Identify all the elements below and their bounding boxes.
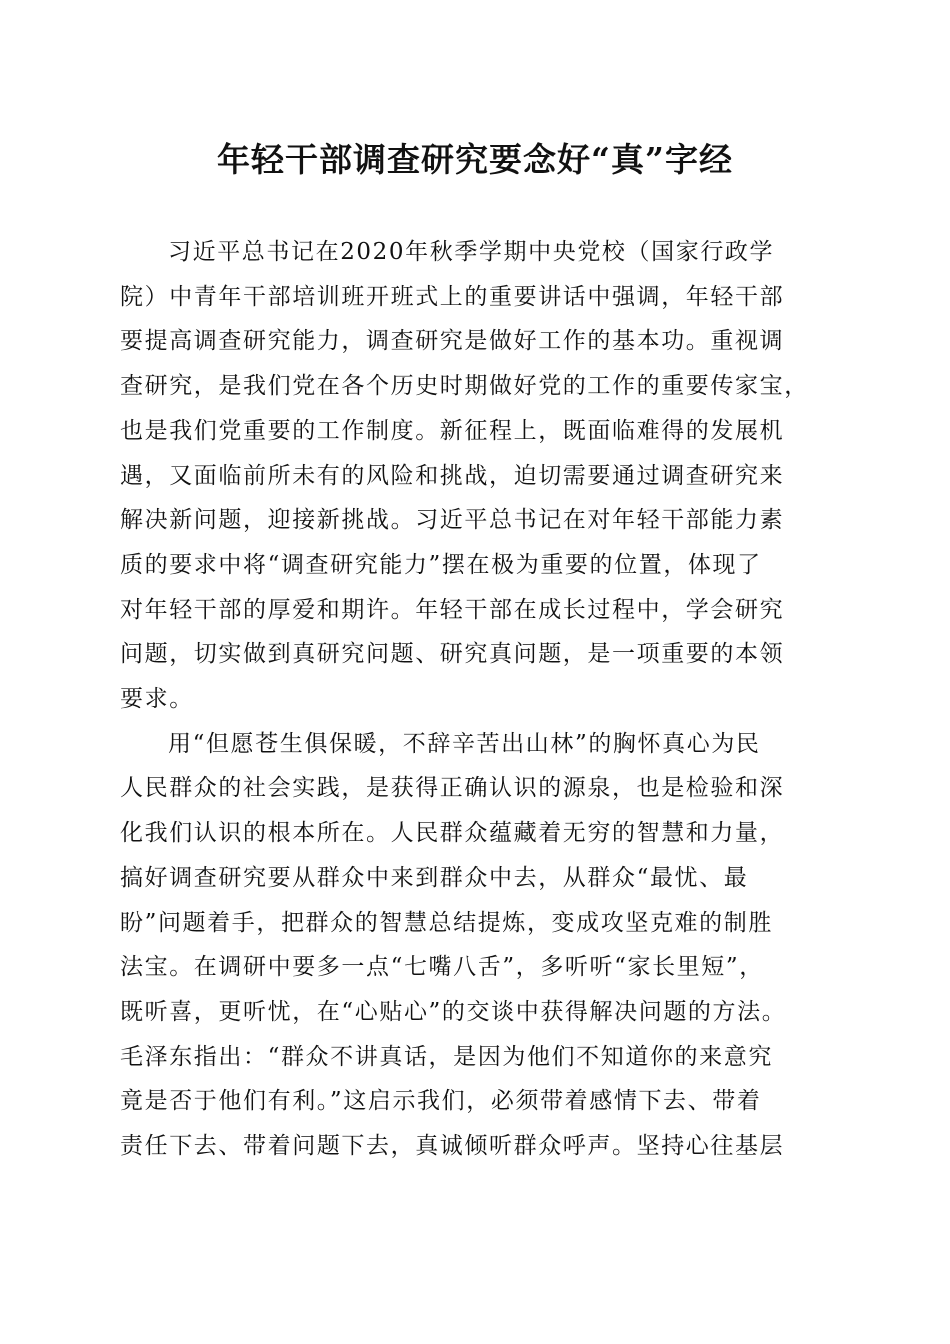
paragraph-line: 盼”问题着手，把群众的智慧总结提炼，变成攻坚克难的制胜 — [120, 909, 773, 936]
paragraph-line: 院）中青年干部培训班开班式上的重要讲话中强调，年轻干部 — [120, 283, 785, 310]
paragraph-line: 问题，切实做到真研究问题、研究真问题，是一项重要的本领 — [120, 641, 785, 668]
paragraph-line: 竟是否于他们有利。”这启示我们，必须带着感情下去、带着 — [120, 1088, 762, 1115]
paragraph-line: 要提高调查研究能力，调查研究是做好工作的基本功。重视调 — [120, 328, 785, 355]
paragraph-line: 质的要求中将“调查研究能力”摆在极为重要的位置，体现了 — [120, 551, 762, 578]
document-title: 年轻干部调查研究要念好“真”字经 — [217, 140, 733, 179]
paragraph-line: 用“但愿苍生俱保暖，不辞辛苦出山林”的胸怀真心为民 — [168, 730, 761, 757]
paragraph-line: 责任下去、带着问题下去，真诚倾听群众呼声。坚持心往基层 — [120, 1133, 785, 1160]
paragraph-line: 法宝。在调研中要多一点“七嘴八舌”，多听听“家长里短”， — [120, 954, 764, 981]
paragraph-line: 毛泽东指出：“群众不讲真话，是因为他们不知道你的来意究 — [120, 1043, 773, 1070]
paragraph-line: 对年轻干部的厚爱和期许。年轻干部在成长过程中，学会研究 — [120, 596, 785, 623]
paragraph-line: 遇，又面临前所未有的风险和挑战，迫切需要通过调查研究来 — [120, 462, 785, 489]
paragraph-line: 解决新问题，迎接新挑战。习近平总书记在对年轻干部能力素 — [120, 507, 785, 534]
paragraph-line: 搞好调查研究要从群众中来到群众中去，从群众“最忧、最 — [120, 864, 749, 891]
paragraph-line: 既听喜，更听忧，在“心贴心”的交谈中获得解决问题的方法。 — [120, 998, 787, 1025]
paragraph-line: 化我们认识的根本所在。人民群众蕴藏着无穷的智慧和力量， — [120, 820, 785, 847]
paragraph-line: 要求。 — [120, 686, 194, 713]
paragraph-2 — [120, 722, 840, 1169]
paragraph-line: 也是我们党重要的工作制度。新征程上，既面临难得的发展机 — [120, 417, 785, 444]
paragraph-line: 习近平总书记在2020年秋季学期中央党校（国家行政学 — [168, 239, 775, 265]
document-body — [120, 230, 840, 1169]
paragraph-line: 查研究，是我们党在各个历史时期做好党的工作的重要传家宝， — [120, 373, 809, 400]
paragraph-1 — [120, 230, 840, 722]
paragraph-line: 人民群众的社会实践，是获得正确认识的源泉，也是检验和深 — [120, 775, 785, 802]
